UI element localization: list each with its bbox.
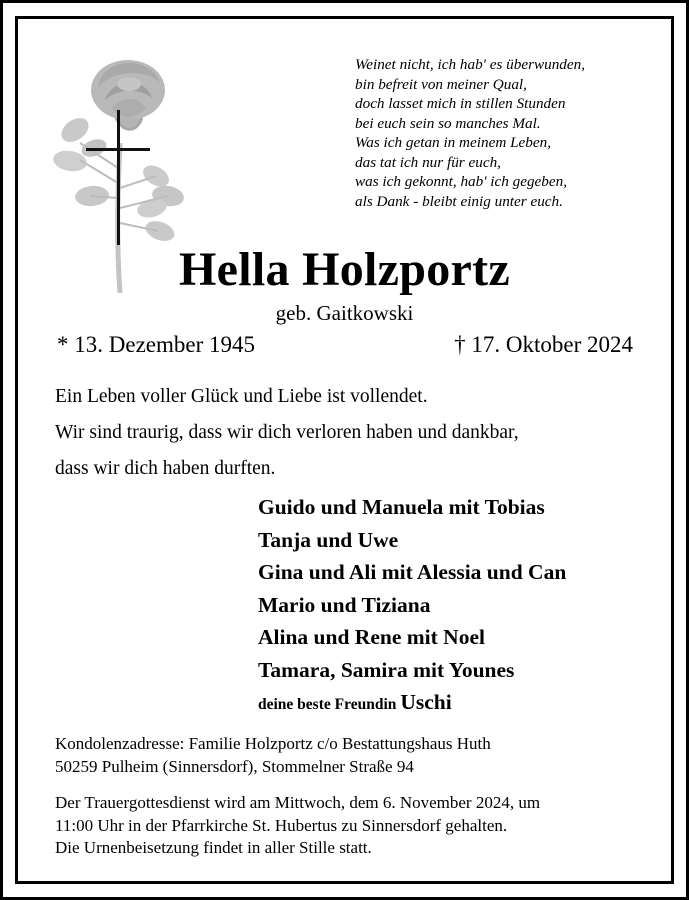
condolence-address: [55, 732, 655, 778]
mourner-line: Alina und Rene mit Noel: [258, 625, 485, 649]
mourner-line: Tanja und Uwe: [258, 527, 399, 552]
mourner-line: Guido und Manuela mit Tobias: [258, 495, 545, 519]
poem-line: Weinet nicht, ich hab' es überwunden,: [355, 56, 586, 73]
message-line: dass wir dich haben durften.: [55, 458, 276, 479]
farewell-message: [55, 379, 655, 487]
death-date: † 17. Oktober 2024: [454, 332, 633, 357]
poem-line: Was ich getan in meinem Leben,: [355, 134, 551, 151]
message-line: Ein Leben voller Glück und Liebe ist vollendet.: [55, 386, 428, 407]
poem-line: bei euch sein so manches Mal.: [355, 114, 541, 132]
mourner-line: Tamara, Samira mit Younes: [258, 657, 515, 682]
poem-line: als Dank - bleibt einig unter euch.: [355, 192, 563, 210]
friend-line: [258, 686, 678, 722]
condolence-line: Kondolenzadresse: Familie Holzportz c/o Bestattungshaus Huth: [55, 734, 491, 753]
poem-line: doch lasset mich in stillen Stunden: [355, 95, 566, 112]
service-line: Die Urnenbeisetzung findet in aller Stille statt.: [55, 838, 372, 857]
birth-date: * 13. Dezember 1945: [57, 332, 255, 357]
poem: [355, 55, 675, 211]
condolence-line: 50259 Pulheim (Sinnersdorf), Stommelner Straße 94: [55, 757, 414, 776]
service-info: [55, 792, 655, 860]
poem-line: was ich gekonnt, hab' ich gegeben,: [355, 173, 568, 190]
service-line: 11:00 Uhr in der Pfarrkirche St. Hubertus zu Sinnersdorf gehalten.: [55, 815, 508, 835]
poem-line: bin befreit von meiner Qual,: [355, 75, 527, 93]
friend-name: Uschi: [400, 690, 452, 714]
friend-prefix: deine beste Freundin: [258, 696, 397, 713]
deceased-name: Hella Holzportz: [178, 243, 511, 296]
maiden-name: geb. Gaitkowski: [275, 301, 414, 325]
poem-line: das tat ich nur für euch,: [355, 153, 501, 171]
service-line: Der Trauergottesdienst wird am Mittwoch, dem 6. November 2024, um: [55, 793, 541, 812]
message-line: Wir sind traurig, dass wir dich verloren haben und dankbar,: [55, 422, 519, 443]
mourner-line: Mario und Tiziana: [258, 592, 431, 617]
mourners-list: [258, 491, 678, 722]
mourner-line: Gina und Ali mit Alessia und Can: [258, 560, 567, 584]
